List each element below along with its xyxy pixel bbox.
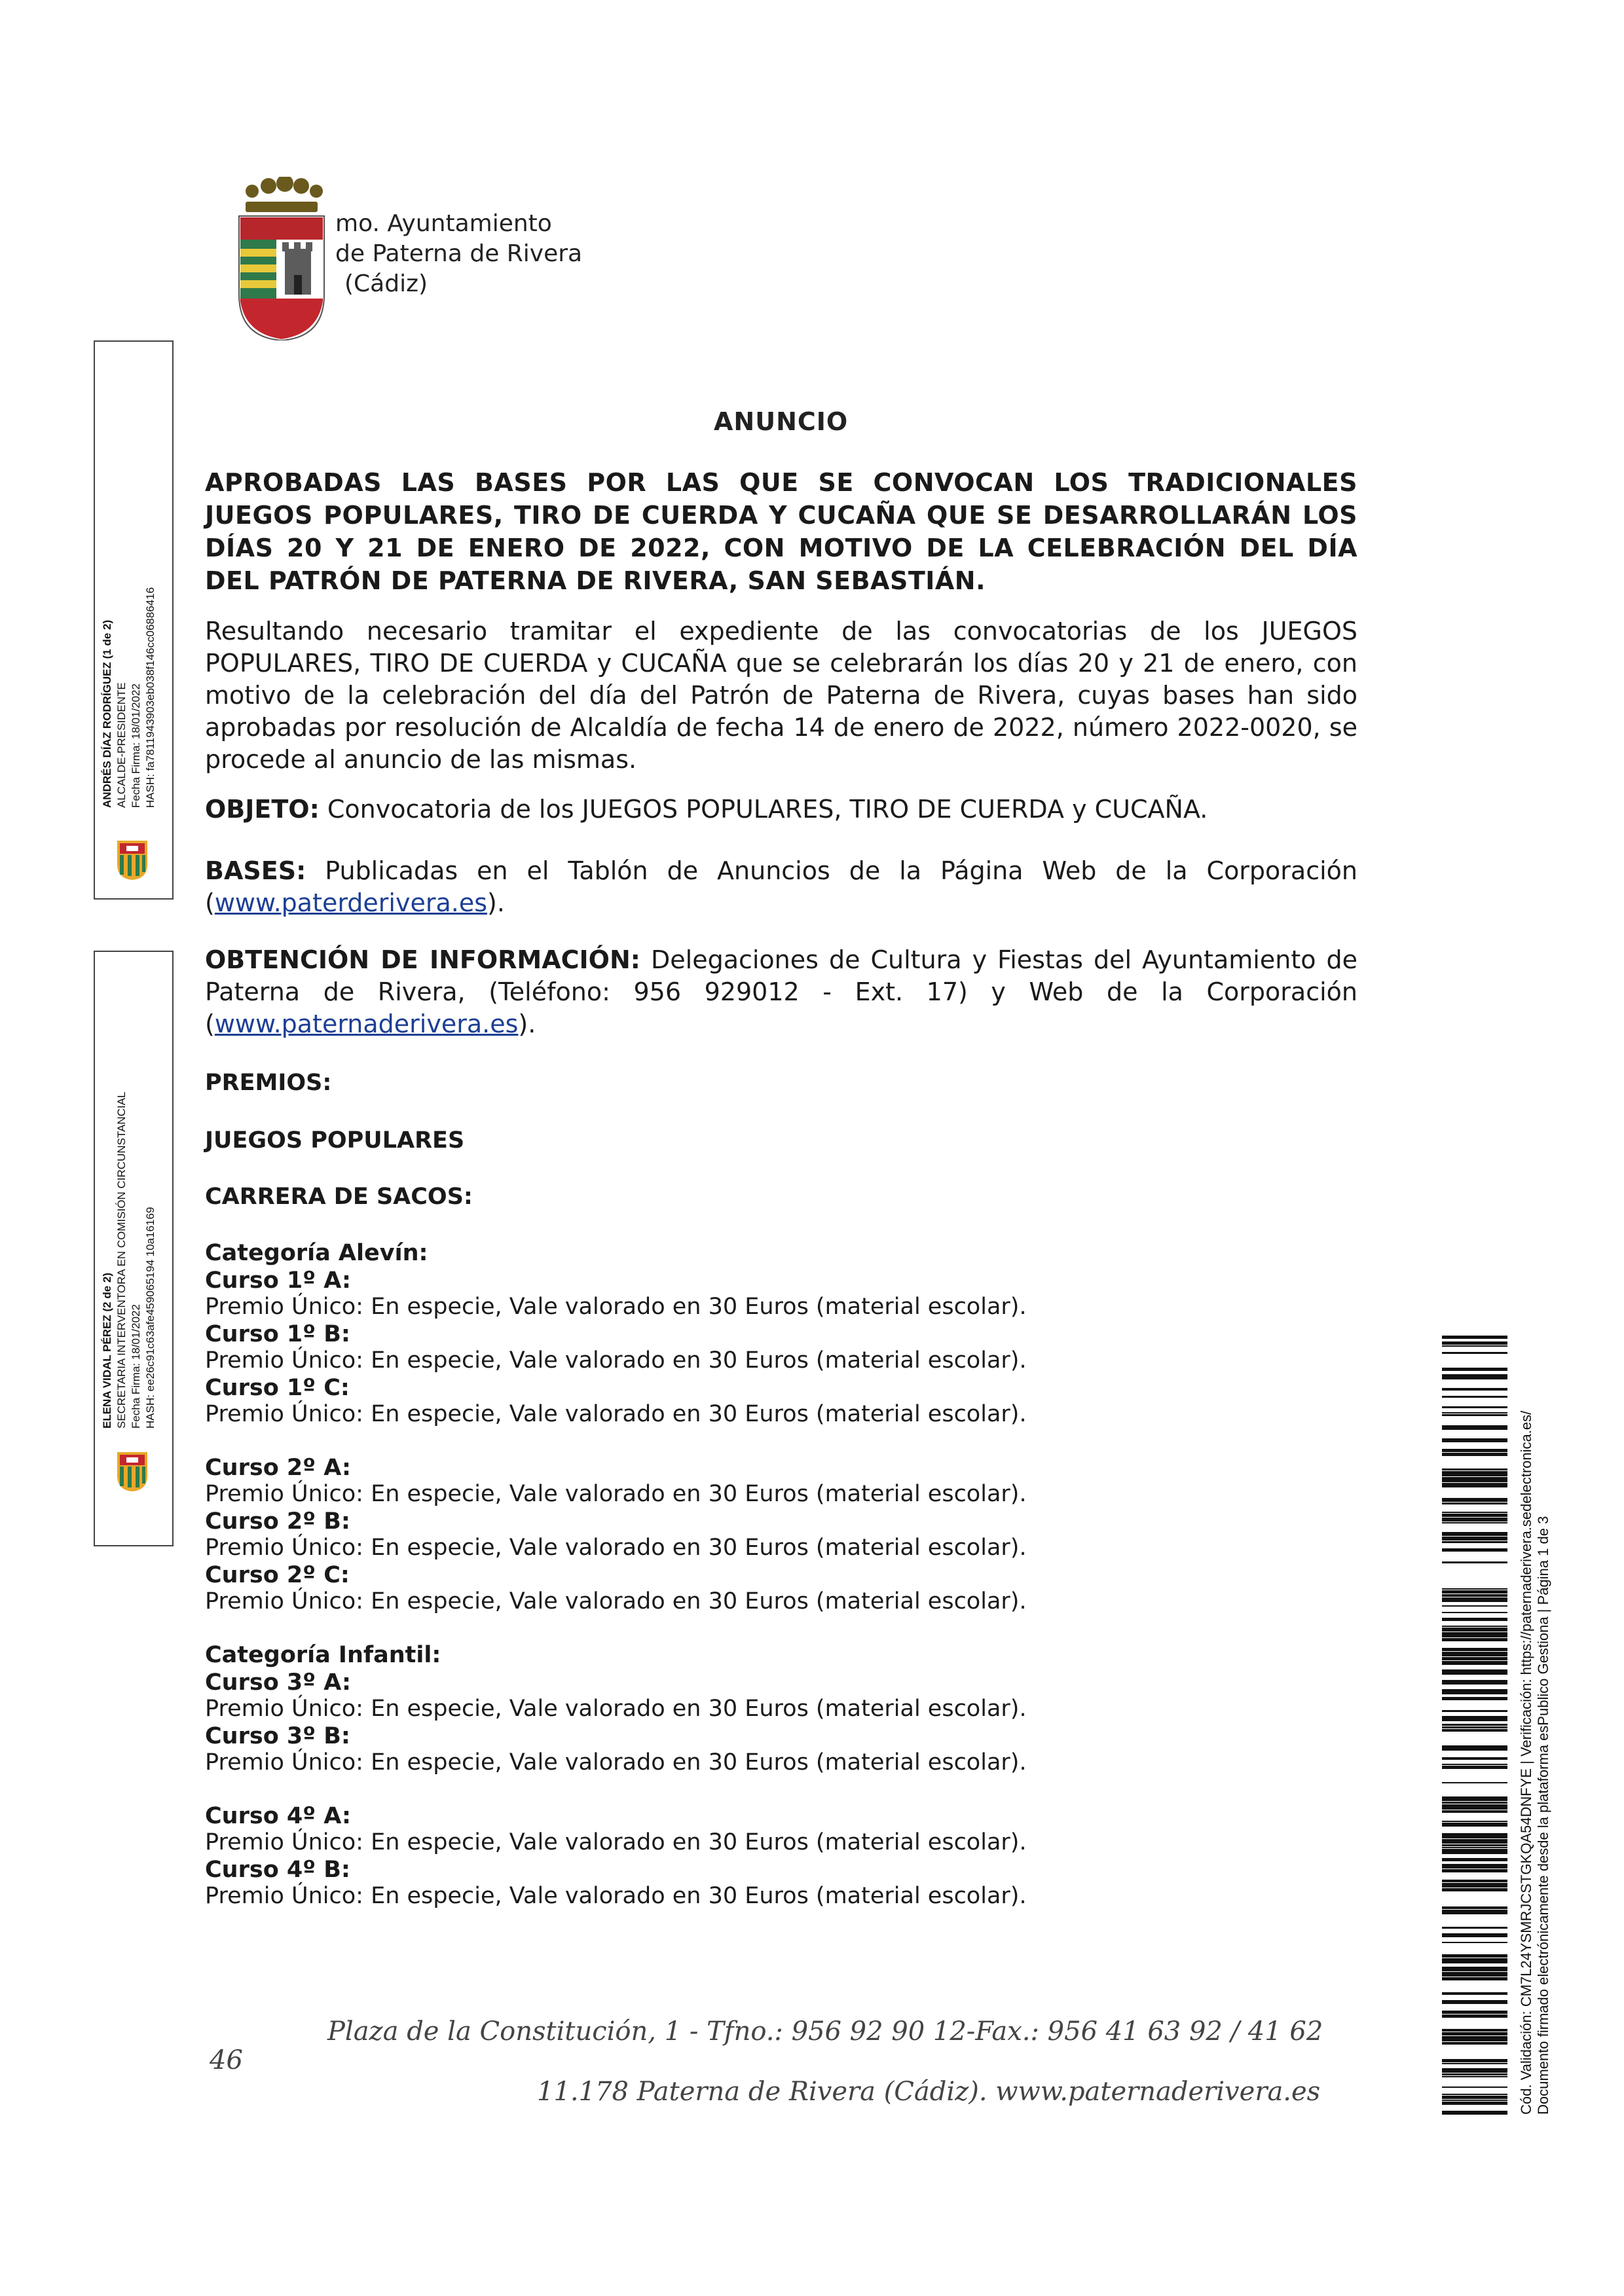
signature-box-mayor xyxy=(94,340,174,900)
barcode-bar xyxy=(1442,1823,1507,1827)
barcode-bar xyxy=(1442,1657,1507,1660)
barcode-bar xyxy=(1442,1406,1507,1408)
barcode-bar xyxy=(1442,1933,1507,1937)
signature-box-secretary xyxy=(94,951,174,1546)
barcode-bar xyxy=(1442,1910,1507,1914)
platform-note: Documento firmado electrónicamente desde la plataforma esPublico Gestiona | Página 1 de 3 xyxy=(1535,1516,1551,2115)
document-subject: APROBADAS LAS BASES POR LAS QUE SE CONVOCAN LOS TRADICIONALES JUEGOS POPULARES, TIRO DE CUERDA Y CUCAÑA QUE SE DESARROLLARÁN LOS DÍAS 20 Y 21 DE ENERO DE 2022, CON MOTIVO DE LA CELEBRACIÓN DEL DÍA DEL PATRÓN DE PATERNA DE RIVERA, SAN SEBASTIÁN. xyxy=(205,468,1357,595)
footer-city-web: 11.178 Paterna de Rivera (Cádiz). www.paternaderivera.es xyxy=(537,2077,1321,2107)
curso-2b: Curso 2º B: xyxy=(205,1508,350,1535)
signature-text-mayor xyxy=(100,587,158,808)
barcode-bar xyxy=(1442,1661,1507,1665)
barcode-bar xyxy=(1442,1514,1507,1517)
carrera-heading: CARRERA DE SACOS: xyxy=(205,1184,473,1210)
category-infantil: Categoría Infantil: xyxy=(205,1642,441,1668)
barcode-bar xyxy=(1442,2063,1507,2064)
barcode-bar xyxy=(1442,2076,1507,2077)
barcode-bar xyxy=(1442,1954,1507,1958)
curso-1c: Curso 1º C: xyxy=(205,1375,350,1401)
barcode-bar xyxy=(1442,1468,1507,1470)
barcode-bar xyxy=(1442,1652,1507,1656)
barcode-bar xyxy=(1442,1453,1507,1456)
barcode-bar xyxy=(1442,2011,1507,2014)
barcode-bar xyxy=(1442,1833,1507,1838)
barcode-bar xyxy=(1442,1680,1507,1685)
barcode-bar xyxy=(1442,1626,1507,1627)
barcode-bar xyxy=(1442,1847,1507,1848)
barcode-bar xyxy=(1442,1561,1507,1563)
objeto-paragraph xyxy=(205,793,1357,826)
barcode-bar xyxy=(1442,1883,1507,1887)
prize-text: Premio Único: En especie, Vale valorado en 30 Euros (material escolar). xyxy=(205,1347,1027,1374)
barcode-bar xyxy=(1442,1745,1507,1751)
barcode-bar xyxy=(1442,1888,1507,1891)
barcode-bar xyxy=(1442,2073,1507,2075)
barcode-bar xyxy=(1442,1967,1507,1971)
prize-text: Premio Único: En especie, Vale valorado en 30 Euros (material escolar). xyxy=(205,1883,1027,1909)
barcode-bar xyxy=(1442,1710,1507,1712)
barcode-bar xyxy=(1442,1518,1507,1522)
barcode-bar xyxy=(1442,1512,1507,1513)
barcode-bar xyxy=(1442,1638,1507,1641)
barcode-bar xyxy=(1442,1438,1507,1442)
barcode-bar xyxy=(1442,1345,1507,1347)
barcode-bar xyxy=(1442,1992,1507,1995)
barcode-bar xyxy=(1442,1588,1507,1590)
barcode-bar xyxy=(1442,1628,1507,1631)
barcode-bar xyxy=(1442,1541,1507,1543)
barcode-bar xyxy=(1442,2000,1507,2004)
barcode-bar xyxy=(1442,1869,1507,1872)
barcode-bar xyxy=(1442,2086,1507,2088)
municipal-seal-icon xyxy=(115,1449,150,1493)
barcode-bar xyxy=(1442,1942,1507,1943)
barcode-bar xyxy=(1442,1605,1507,1607)
barcode-bar xyxy=(1442,1341,1507,1345)
prize-text: Premio Único: En especie, Vale valorado en 30 Euros (material escolar). xyxy=(205,1535,1027,1561)
barcode-bar xyxy=(1442,1352,1507,1354)
bases-text: Publicadas en el Tablón de Anuncios de la Página Web de la Corporación ( xyxy=(205,856,1357,917)
barcode-bar xyxy=(1442,1821,1507,1822)
barcode-bar xyxy=(1442,1804,1507,1810)
prize-text: Premio Único: En especie, Vale valorado en 30 Euros (material escolar). xyxy=(205,1401,1027,1427)
curso-3b: Curso 3º B: xyxy=(205,1723,350,1749)
premios-heading: PREMIOS: xyxy=(205,1070,332,1096)
barcode-bar xyxy=(1442,1724,1507,1726)
barcode-bar xyxy=(1442,2032,1507,2035)
barcode-bar xyxy=(1442,1498,1507,1502)
barcode-bar xyxy=(1442,2029,1507,2032)
document-title: ANUNCIO xyxy=(714,407,849,436)
prize-text: Premio Único: En especie, Vale valorado en 30 Euros (material escolar). xyxy=(205,1481,1027,1507)
category-alevin: Categoría Alevín: xyxy=(205,1240,428,1266)
barcode-bar xyxy=(1442,2042,1507,2045)
curso-2c: Curso 2º C: xyxy=(205,1562,350,1588)
barcode-bar xyxy=(1442,1927,1507,1929)
barcode-bar xyxy=(1442,1590,1507,1594)
barcode-bar xyxy=(1442,2059,1507,2062)
barcode-bar xyxy=(1442,1764,1507,1765)
barcode-bar xyxy=(1442,1726,1507,1728)
barcode-bar xyxy=(1442,1972,1507,1977)
signature-hash: HASH: fa7811943903eb038f146cc06886416 xyxy=(144,587,157,808)
barcode-bar xyxy=(1442,1782,1507,1783)
barcode-caption xyxy=(1518,1411,1552,2115)
signer-role: SECRETARIA INTERVENTORA EN COMISIÓN CIRCUNSTANCIAL xyxy=(115,1091,128,1429)
validation-code: Cód. Validación: CM7L24YSMRJCSTGKQA54DNFYE | Verificación: https://paternaderivera.sedelectronica.es/ xyxy=(1518,1410,1534,2115)
barcode-bar xyxy=(1442,1858,1507,1861)
barcode-bar xyxy=(1442,1844,1507,1846)
barcode-bar xyxy=(1442,1597,1507,1602)
barcode-bar xyxy=(1442,1810,1507,1813)
coat-of-arms-logo xyxy=(232,177,331,340)
barcode-bar xyxy=(1442,1757,1507,1760)
bases-label: BASES: xyxy=(205,856,306,885)
barcode-bar xyxy=(1442,1716,1507,1721)
barcode-bar xyxy=(1442,1689,1507,1694)
signature-hash: HASH: ee26c91c63afe459065194 10a16169 xyxy=(144,1207,157,1429)
barcode-bar xyxy=(1442,1632,1507,1637)
barcode-bar xyxy=(1442,1388,1507,1391)
org-name-line1: mo. Ayuntamiento xyxy=(335,210,552,237)
barcode-bar xyxy=(1442,1796,1507,1801)
barcode-bar xyxy=(1442,1449,1507,1452)
barcode-bar xyxy=(1442,1729,1507,1732)
barcode-bar xyxy=(1442,2111,1507,2115)
barcode-bar xyxy=(1442,1503,1507,1504)
barcode-bar xyxy=(1442,1864,1507,1868)
objeto-text: Convocatoria de los JUEGOS POPULARES, TIRO DE CUERDA y CUCAÑA. xyxy=(319,795,1208,824)
barcode-bar xyxy=(1442,2100,1507,2101)
org-name-line2: de Paterna de Rivera xyxy=(335,240,583,267)
curso-4a: Curso 4º A: xyxy=(205,1803,351,1829)
barcode-bar xyxy=(1442,1849,1507,1854)
barcode-bar xyxy=(1442,2094,1507,2095)
bases-paragraph xyxy=(205,855,1357,919)
bases-link[interactable]: www.paterderivera.es xyxy=(214,888,488,917)
prize-text: Premio Único: En especie, Vale valorado en 30 Euros (material escolar). xyxy=(205,1829,1027,1855)
barcode-bar xyxy=(1442,1839,1507,1844)
barcode-bar xyxy=(1442,1594,1507,1597)
info-text: Delegaciones de Cultura y Fiestas del Ayuntamiento de Paterna de Rivera, (Teléfono: 956 929012 - Ext. 17) y Web de la Corporación ( xyxy=(205,945,1357,1038)
objeto-label: OBJETO: xyxy=(205,795,320,824)
barcode-bar xyxy=(1442,1414,1507,1416)
barcode-bar xyxy=(1442,1425,1507,1430)
barcode-bar xyxy=(1442,1880,1507,1882)
prize-text: Premio Único: En especie, Vale valorado en 30 Euros (material escolar). xyxy=(205,1696,1027,1722)
signer-role: ALCALDE-PRESIDENTE xyxy=(115,682,128,808)
barcode-bar xyxy=(1442,1522,1507,1523)
barcode-bar xyxy=(1442,2068,1507,2073)
intro-paragraph: Resultando necesario tramitar el expediente de las convocatorias de los JUEGOS POPULARES, TIRO DE CUERDA y CUCAÑA que se celebrarán los días 20 y 21 de enero, con motivo de la celebración del día del Patrón de Paterna de Rivera, cuyas bases han sido aprobadas por resolución de Alcaldía de fecha 14 de enero de 2022, número 2022-0020, se procede al anuncio de las mismas. xyxy=(205,617,1357,774)
barcode-bar xyxy=(1442,1396,1507,1398)
barcode-bar xyxy=(1442,1412,1507,1413)
org-name-line3: (Cádiz) xyxy=(344,270,428,297)
barcode-bar xyxy=(1442,2102,1507,2105)
bases-end: ). xyxy=(487,888,505,917)
signer-name: ANDRÉS DÍAZ RODRÍGUEZ (1 de 2) xyxy=(101,619,113,808)
curso-4b: Curso 4º B: xyxy=(205,1857,350,1883)
validation-barcode xyxy=(1442,1336,1507,2115)
barcode-bar xyxy=(1442,1669,1507,1675)
curso-3a: Curso 3º A: xyxy=(205,1669,351,1696)
barcode-bar xyxy=(1442,1537,1507,1540)
barcode-bar xyxy=(1442,1374,1507,1379)
signer-name: ELENA VIDAL PÉREZ (2 de 2) xyxy=(101,1272,113,1429)
barcode-bar xyxy=(1442,1697,1507,1700)
info-paragraph xyxy=(205,944,1357,1040)
curso-1a: Curso 1º A: xyxy=(205,1267,351,1294)
barcode-bar xyxy=(1442,1477,1507,1482)
barcode-bar xyxy=(1442,1618,1507,1621)
barcode-bar xyxy=(1442,1648,1507,1651)
barcode-bar xyxy=(1442,2014,1507,2018)
info-link[interactable]: www.paternaderivera.es xyxy=(214,1010,519,1038)
barcode-bar xyxy=(1442,1548,1507,1552)
barcode-bar xyxy=(1442,1766,1507,1769)
municipal-seal-icon xyxy=(115,838,150,881)
prize-text: Premio Único: En especie, Vale valorado en 30 Euros (material escolar). xyxy=(205,1294,1027,1320)
curso-1b: Curso 1º B: xyxy=(205,1321,350,1347)
barcode-bar xyxy=(1442,2036,1507,2041)
prize-text: Premio Único: En especie, Vale valorado en 30 Euros (material escolar). xyxy=(205,1588,1027,1614)
barcode-bar xyxy=(1442,1483,1507,1487)
barcode-bar xyxy=(1442,1368,1507,1371)
signature-date: Fecha Firma: 18/01/2022 xyxy=(130,1304,142,1429)
barcode-bar xyxy=(1442,1977,1507,1980)
footer-address: Plaza de la Constitución, 1 - Tfno.: 956 92 90 12-Fax.: 956 41 63 92 / 41 62 xyxy=(327,2016,1323,2047)
prize-text: Premio Único: En especie, Vale valorado en 30 Euros (material escolar). xyxy=(205,1749,1027,1776)
signature-date: Fecha Firma: 18/01/2022 xyxy=(130,683,142,808)
page-number: 46 xyxy=(210,2045,243,2075)
barcode-bar xyxy=(1442,1471,1507,1476)
barcode-bar xyxy=(1442,1336,1507,1339)
barcode-bar xyxy=(1442,1906,1507,1909)
barcode-bar xyxy=(1442,1612,1507,1613)
info-end: ). xyxy=(518,1010,536,1038)
barcode-bar xyxy=(1442,1532,1507,1536)
barcode-bar xyxy=(1442,1802,1507,1804)
curso-2a: Curso 2º A: xyxy=(205,1455,351,1481)
signature-text-secretary xyxy=(100,1092,158,1429)
juegos-heading: JUEGOS POPULARES xyxy=(205,1127,465,1154)
barcode-bar xyxy=(1442,2096,1507,2099)
barcode-bar xyxy=(1442,1958,1507,1963)
info-label: OBTENCIÓN DE INFORMACIÓN: xyxy=(205,945,640,974)
